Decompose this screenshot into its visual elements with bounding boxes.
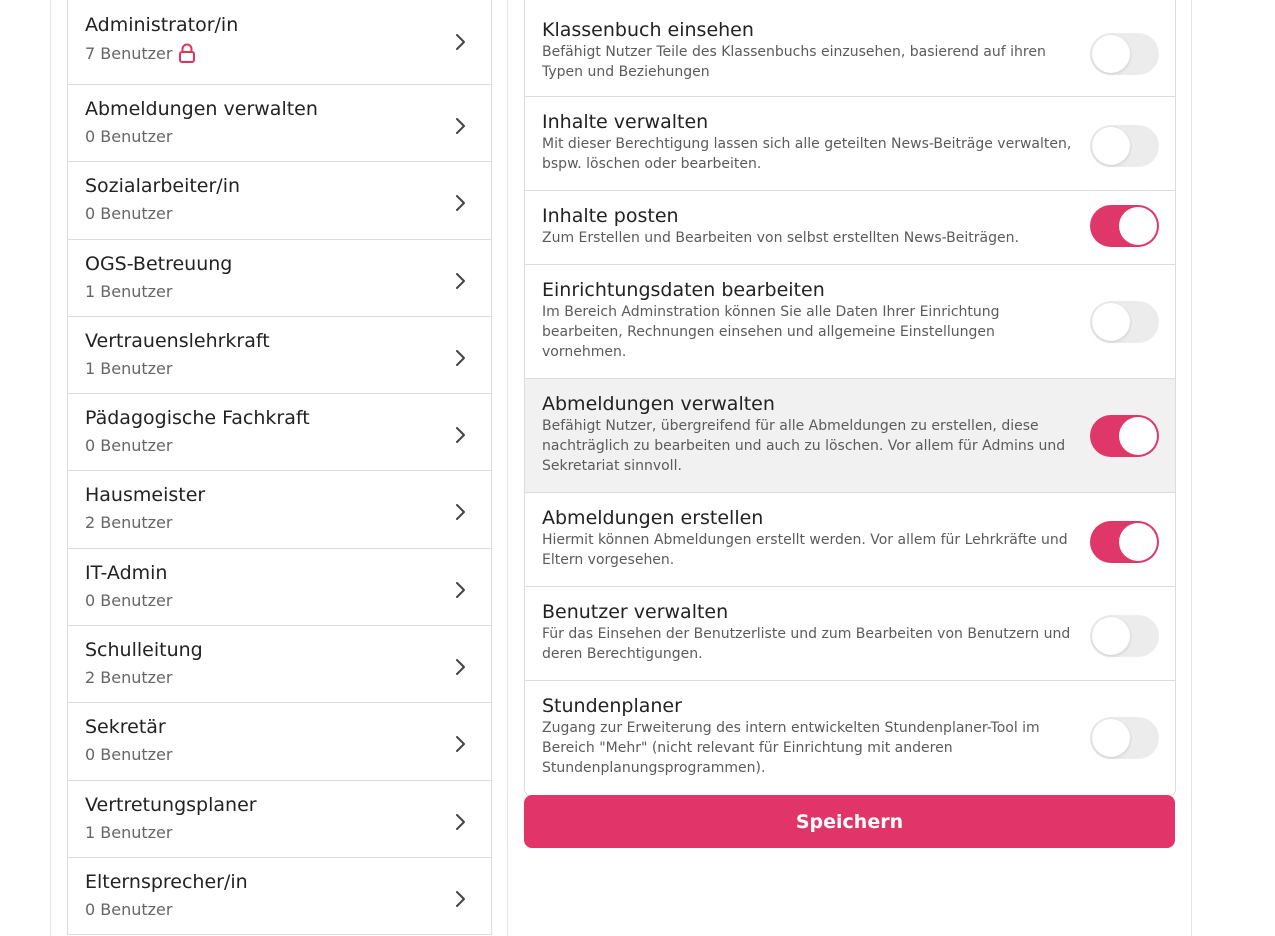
role-item[interactable] [68,781,491,858]
toggle-knob [1119,417,1157,455]
chevron-right-icon [455,349,467,367]
role-user-count-text: 0 Benutzer [85,436,173,456]
role-user-count-text: 2 Benutzer [85,668,173,688]
role-user-count [85,436,172,455]
middle-divider [507,0,508,936]
role-name: Pädagogische Fachkraft [85,407,310,430]
chevron-right-icon [455,658,467,676]
role-user-count-text: 0 Benutzer [85,590,173,610]
chevron-right-icon [455,194,467,212]
role-item[interactable] [68,162,491,239]
chevron-right-icon [455,426,467,444]
role-name: Schulleitung [85,639,203,662]
role-name: Abmeldungen verwalten [85,98,318,120]
role-user-count-text: 0 Benutzer [85,204,173,224]
chevron-right-icon [455,272,467,290]
toggle-knob [1092,719,1130,757]
permission-description: Befähigt Nutzer Teile des Klassenbuchs einzusehen, basierend auf ihren Typen und Beziehungen [542,44,1046,80]
permission-toggle[interactable] [1090,717,1159,759]
toggle-knob [1092,35,1130,73]
role-item[interactable] [68,85,491,162]
permission-item [525,97,1175,191]
role-user-count-text: 0 Benutzer [85,127,173,146]
role-user-count [85,900,172,919]
permission-item [525,265,1175,379]
role-item[interactable] [68,0,491,85]
permission-title: Benutzer verwalten [542,601,729,623]
role-name: Elternsprecher/in [85,870,248,893]
permission-item [525,681,1175,796]
permission-toggle[interactable] [1090,415,1159,457]
role-name: Sekretär [85,716,166,739]
role-user-count [85,282,172,301]
role-user-count [85,513,172,532]
permission-item [525,0,1175,97]
role-name: IT-Admin [85,561,168,584]
toggle-knob [1092,303,1130,341]
role-user-count-text: 1 Benutzer [85,358,173,378]
role-list [67,0,492,935]
permission-title: Klassenbuch einsehen [542,19,754,41]
role-item[interactable] [68,626,491,703]
role-name: OGS-Betreuung [85,252,233,275]
role-user-count-text: 1 Benutzer [85,822,173,842]
permission-title: Abmeldungen verwalten [542,393,775,415]
left-divider [50,0,51,936]
role-user-count-text: 0 Benutzer [85,745,173,765]
role-user-count [85,591,172,610]
role-user-count [85,745,172,764]
role-name: Hausmeister [85,484,206,507]
chevron-right-icon [455,117,467,135]
role-name: Vertrauenslehrkraft [85,329,270,352]
right-divider [1191,0,1192,936]
toggle-knob [1119,207,1157,245]
role-item[interactable] [68,549,491,626]
permission-title: Einrichtungsdaten bearbeiten [542,279,825,301]
permission-list [524,0,1176,797]
permission-toggle[interactable] [1090,33,1159,75]
chevron-right-icon [455,581,467,599]
role-name: Sozialarbeiter/in [85,175,241,198]
permission-item [525,493,1175,587]
toggle-knob [1092,617,1130,655]
permission-toggle[interactable] [1090,205,1159,247]
permission-description: Mit dieser Berechtigung lassen sich alle geteilten News-Beiträge verwalten, bspw. löschen oder bearbeiten. [542,136,1072,172]
permission-item [525,379,1175,493]
save-button[interactable]: Speichern [524,795,1175,848]
chevron-right-icon [455,503,467,521]
permission-toggle[interactable] [1090,125,1159,167]
chevron-right-icon [455,890,467,908]
permission-toggle[interactable] [1090,615,1159,657]
role-user-count [85,127,172,146]
role-user-count-text: 7 Benutzer [85,43,173,63]
chevron-right-icon [455,813,467,831]
permission-item [525,191,1175,265]
role-user-count [85,43,196,63]
permission-description: Zugang zur Erweiterung des intern entwickelten Stundenplaner-Tool im Bereich "Mehr" (nicht relevant für Einrichtung mit anderen Stundenplanungsprogrammen). [542,720,1040,776]
role-user-count-text: 1 Benutzer [85,281,173,301]
role-item[interactable] [68,471,491,548]
permission-title: Inhalte posten [542,205,679,227]
role-user-count [85,668,172,687]
permission-title: Inhalte verwalten [542,111,709,133]
permission-item [525,587,1175,681]
toggle-knob [1092,127,1130,165]
role-item[interactable] [68,703,491,780]
role-user-count-text: 0 Benutzer [85,899,173,919]
role-user-count [85,823,172,842]
permission-description: Hiermit können Abmeldungen erstellt werden. Vor allem für Lehrkräfte und Eltern vorgesehen. [542,532,1068,568]
permission-description: Für das Einsehen der Benutzerliste und zum Bearbeiten von Benutzern und deren Berechtigungen. [542,626,1071,662]
role-item[interactable] [68,317,491,394]
role-user-count [85,204,172,223]
lock-icon [178,43,196,63]
permission-description: Zum Erstellen und Bearbeiten von selbst erstellten News-Beiträgen. [542,230,1019,246]
permission-toggle[interactable] [1090,301,1159,343]
role-name: Administrator/in [85,14,239,36]
chevron-right-icon [455,33,467,51]
permission-title: Abmeldungen erstellen [542,507,764,529]
permission-description: Im Bereich Adminstration können Sie alle Daten Ihrer Einrichtung bearbeiten, Rechnungen einsehen und allgemeine Einstellungen vornehmen. [542,304,1000,360]
permission-description: Befähigt Nutzer, übergreifend für alle Abmeldungen zu erstellen, diese nachträglich zu bearbeiten und auch zu löschen. Vor allem für Admins und Sekretariat sinnvoll. [542,418,1066,474]
toggle-knob [1119,523,1157,561]
permission-toggle[interactable] [1090,521,1159,563]
role-item[interactable] [68,240,491,317]
permission-title: Stundenplaner [542,695,682,717]
role-item[interactable] [68,394,491,471]
role-user-count [85,359,172,378]
role-user-count-text: 2 Benutzer [85,513,173,533]
chevron-right-icon [455,735,467,753]
role-item[interactable] [68,858,491,935]
role-name: Vertretungsplaner [85,793,257,816]
